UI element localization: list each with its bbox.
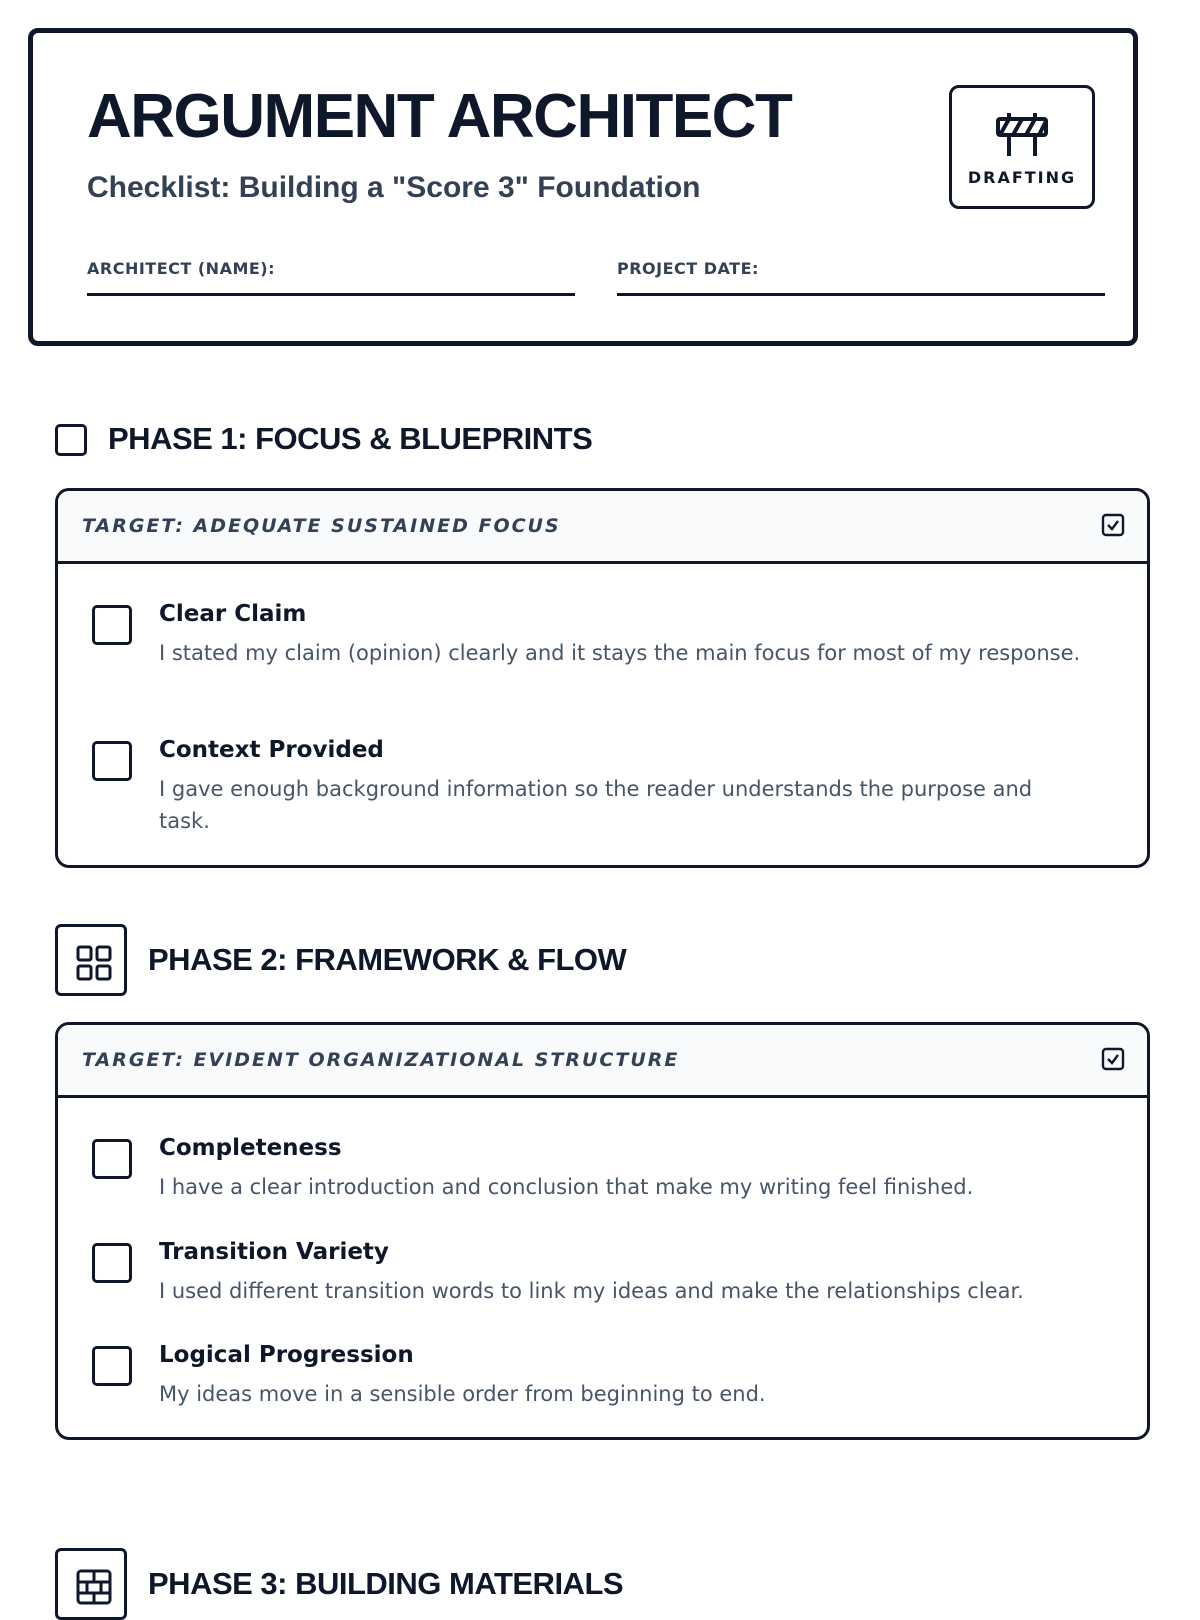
project-date-line[interactable] xyxy=(617,293,1105,296)
project-date-label: PROJECT DATE: xyxy=(617,259,759,278)
phase-1-checkbox-icon[interactable] xyxy=(55,424,87,456)
badge-label: DRAFTING xyxy=(967,168,1077,187)
item-title: Context Provided xyxy=(159,737,384,763)
phase-1-card-header xyxy=(58,491,1147,564)
architect-name-line[interactable] xyxy=(87,293,575,296)
project-date-field[interactable] xyxy=(617,259,1105,278)
grid-icon xyxy=(75,944,113,982)
phase-2-card-header xyxy=(58,1025,1147,1098)
phase-3-title: PHASE 3: BUILDING MATERIALS xyxy=(148,1566,624,1601)
item-description: I have a clear introduction and conclusion that make my writing feel finished. xyxy=(159,1175,974,1199)
phase-2-title: PHASE 2: FRAMEWORK & FLOW xyxy=(148,942,627,977)
phase-2-target: TARGET: EVIDENT ORGANIZATIONAL STRUCTURE xyxy=(82,1049,680,1071)
item-checkbox[interactable] xyxy=(92,741,132,781)
item-title: Logical Progression xyxy=(159,1342,414,1368)
check-square-icon xyxy=(1101,1047,1125,1071)
status-badge xyxy=(949,85,1095,209)
item-description: I used different transition words to link my ideas and make the relationships clear. xyxy=(159,1279,1024,1303)
item-checkbox[interactable] xyxy=(92,1139,132,1179)
phase-3-icon-box xyxy=(55,1548,127,1620)
phase-2-icon-box xyxy=(55,924,127,996)
item-description: My ideas move in a sensible order from beginning to end. xyxy=(159,1382,766,1406)
item-description: I stated my claim (opinion) clearly and it stays the main focus for most of my response. xyxy=(159,641,1081,665)
phase-1-title: PHASE 1: FOCUS & BLUEPRINTS xyxy=(108,421,593,456)
page-subtitle: Checklist: Building a "Score 3" Foundation xyxy=(87,171,701,204)
item-title: Completeness xyxy=(159,1135,342,1161)
architect-name-label: ARCHITECT (NAME): xyxy=(87,259,276,278)
bricks-icon xyxy=(75,1568,113,1606)
page-title: ARGUMENT ARCHITECT xyxy=(87,82,792,151)
item-title: Transition Variety xyxy=(159,1239,389,1265)
phase-1-card xyxy=(55,488,1150,868)
item-title: Clear Claim xyxy=(159,601,307,627)
barrier-icon xyxy=(995,110,1049,160)
item-description: I gave enough background information so the reader understands the purpose and task. xyxy=(159,777,1033,833)
phase-1-target: TARGET: ADEQUATE SUSTAINED FOCUS xyxy=(82,515,561,537)
check-square-icon xyxy=(1101,513,1125,537)
item-checkbox[interactable] xyxy=(92,1243,132,1283)
item-checkbox[interactable] xyxy=(92,605,132,645)
header-card xyxy=(28,28,1138,346)
architect-name-field[interactable] xyxy=(87,259,575,278)
phase-2-card xyxy=(55,1022,1150,1440)
item-checkbox[interactable] xyxy=(92,1346,132,1386)
